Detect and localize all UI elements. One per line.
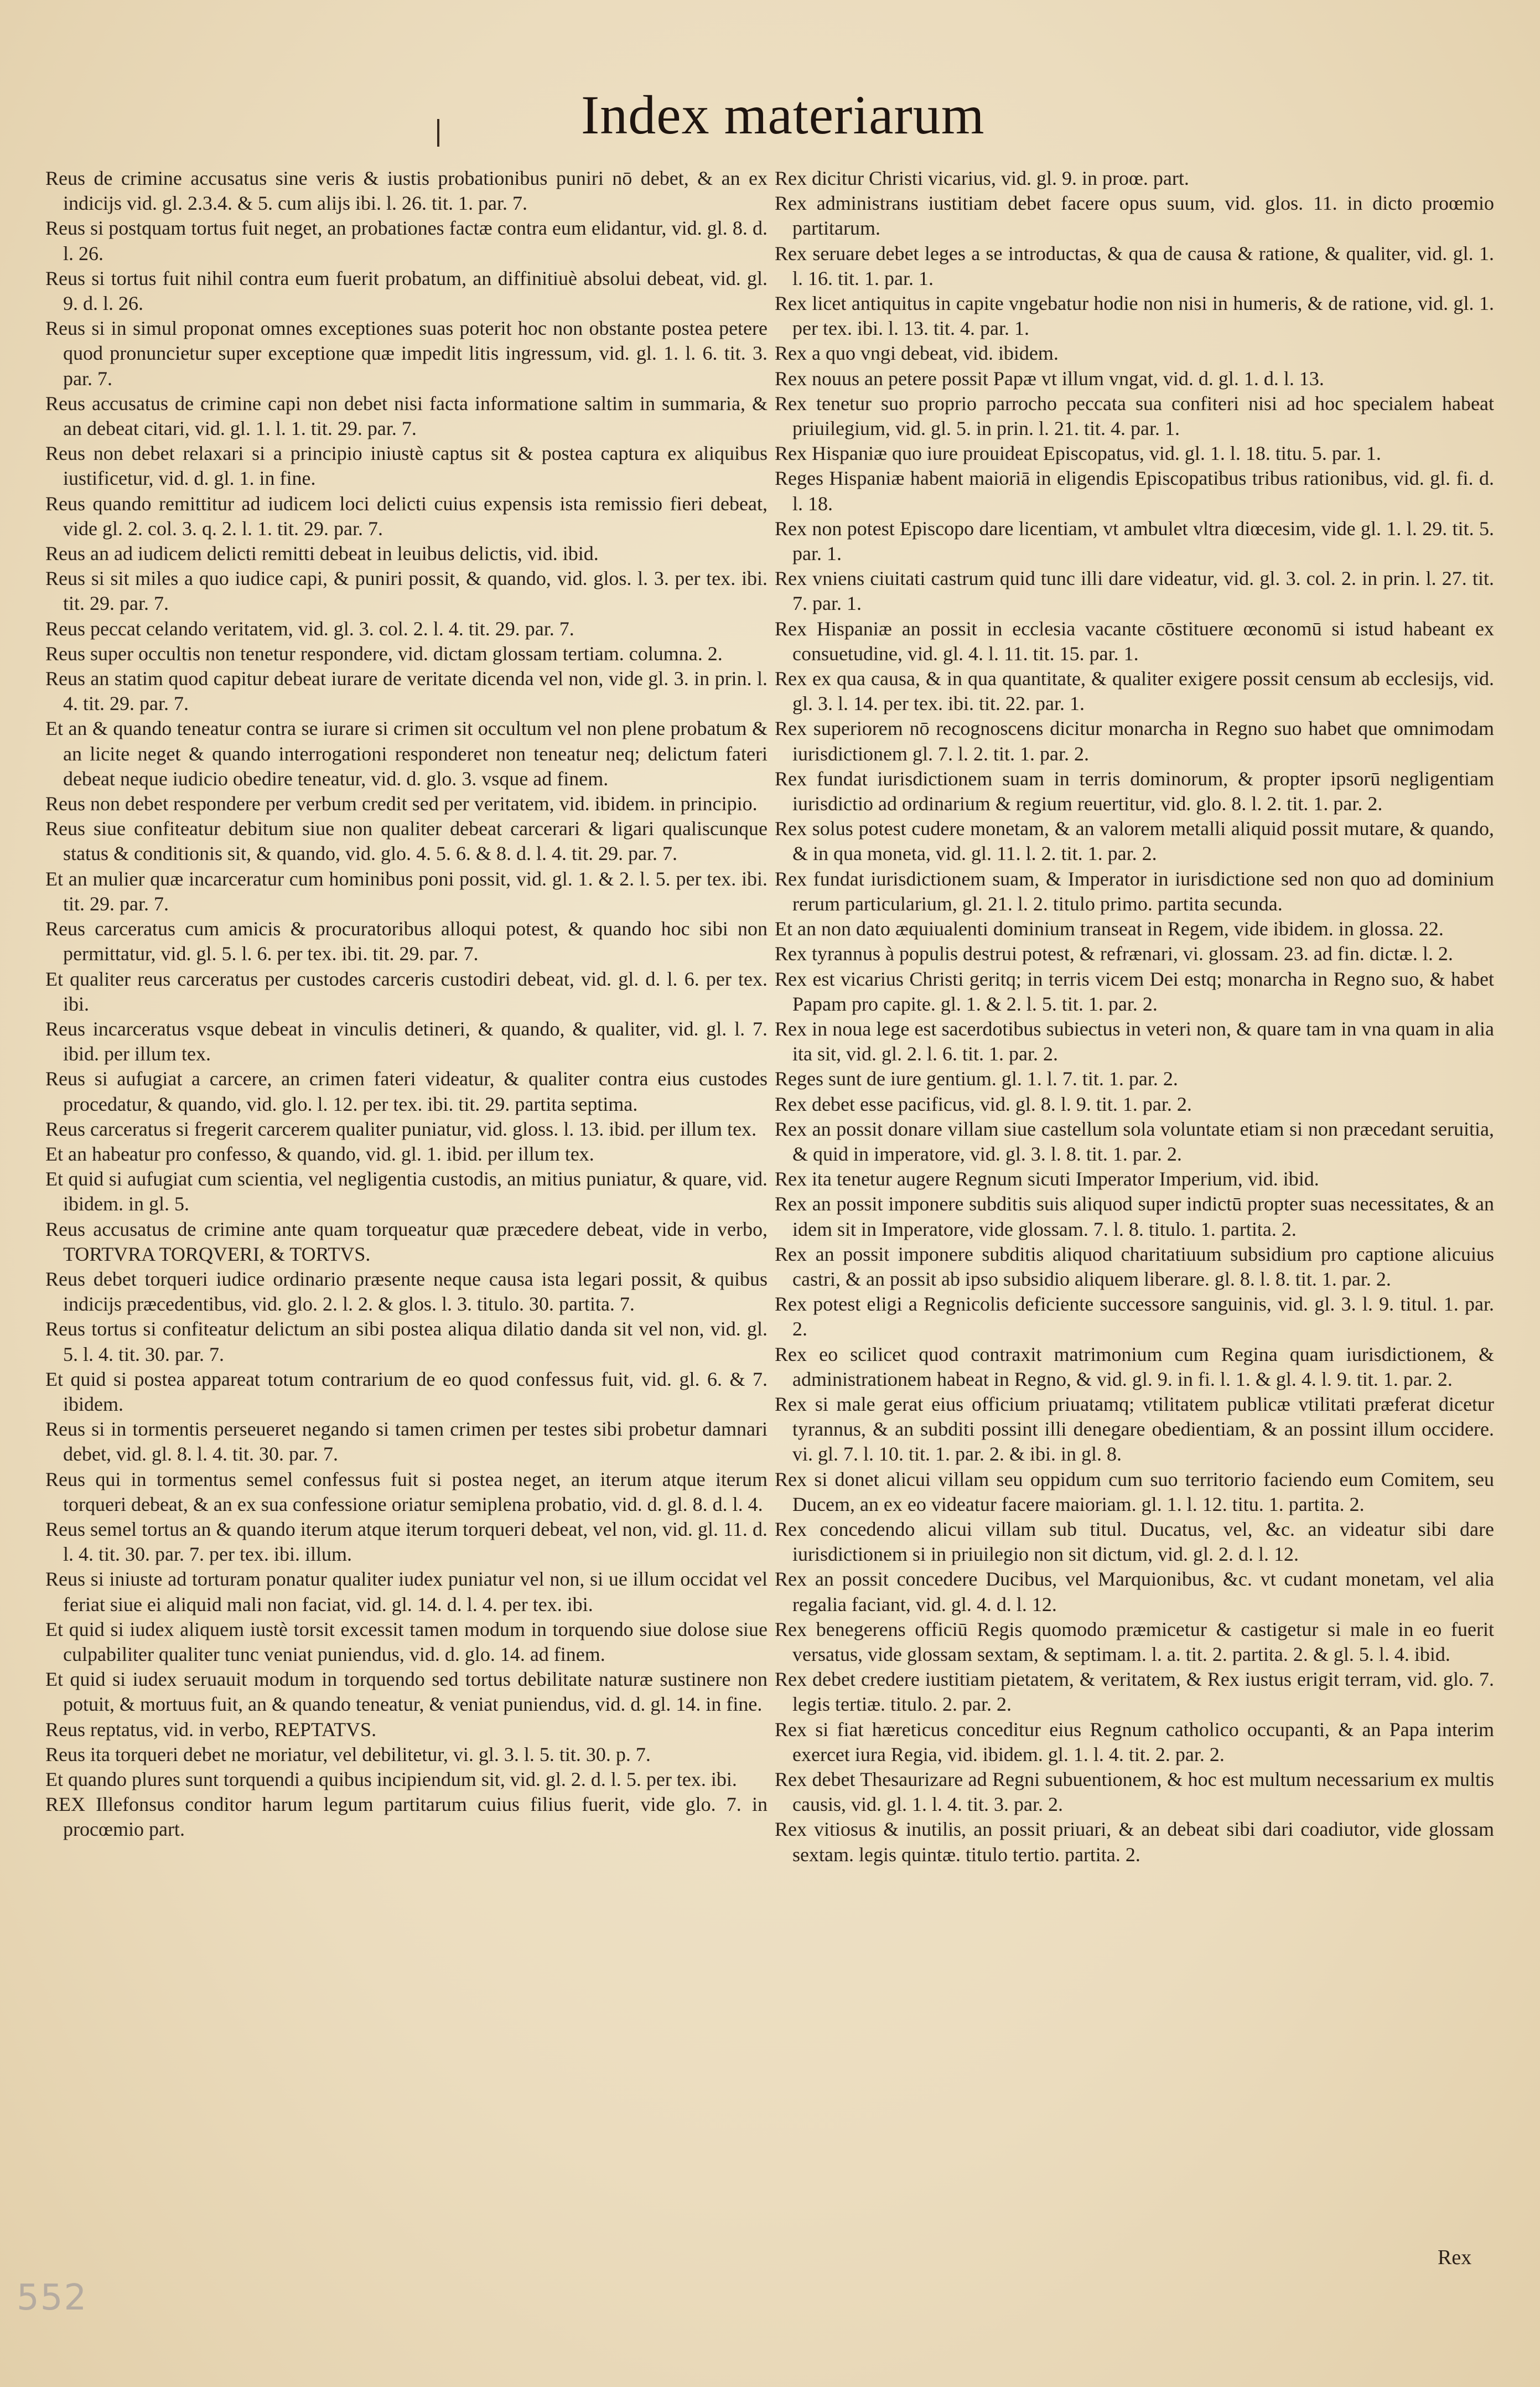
index-entry: Rex dicitur Christi vicarius, vid. gl. 9. in proœ. part. (775, 167, 1189, 189)
index-entry: Reus incarceratus vsque debeat in vinculis detineri, & quando, & qualiter, vid. gl. l. 7. ibid. per illum tex. (45, 1017, 768, 1065)
index-entry: REX Illefonsus conditor harum legum partitarum cuius filius fuerit, vide glo. 7. in procœmio part. (45, 1793, 768, 1841)
index-entry: Rex tyrannus à populis destrui potest, & refrænari, vi. glossam. 23. ad fin. dictæ. l. 2. (775, 943, 1453, 965)
index-entry: Reus si postquam tortus fuit neget, an probationes factæ contra eum elidantur, vid. gl. 8. d. l. 26. (45, 217, 768, 265)
index-entry: Rex solus potest cudere monetam, & an valorem metalli aliquid possit mutare, & quando, & in qua moneta, vid. gl. 11. l. 2. tit. 1. par. 2. (775, 817, 1494, 865)
index-entry: Rex tenetur suo proprio parrocho peccata sua confiteri nisi ad hoc specialem habeat priuilegium, vid. gl. 5. in prin. l. 21. tit. 4. par. 1. (775, 392, 1494, 440)
index-entry: Et an habeatur pro confesso, & quando, vid. gl. 1. ibid. per illum tex. (45, 1142, 594, 1165)
index-entry: Rex concedendo alicui villam sub titul. Ducatus, vel, &c. an videatur sibi dare iurisdictionem si in priuilegio non sit dictum, vid. gl. 2. d. l. 12. (775, 1518, 1494, 1566)
index-entry: Reus semel tortus an & quando iterum atque iterum torqueri debeat, vel non, vid. gl. 11. d. l. 4. tit. 30. par. 7. per tex. ibi. illum. (45, 1518, 768, 1566)
index-entry: Reus carceratus cum amicis & procuratoribus alloqui potest, & quando hoc sibi non permittatur, vid. gl. 5. l. 6. per tex. ibi. tit. 29. par. 7. (45, 918, 768, 965)
index-entry: Reus an ad iudicem delicti remitti debeat in leuibus delictis, vid. ibid. (45, 542, 599, 565)
index-entry: Reges Hispaniæ habent maioriā in eligendis Episcopatibus tribus rationibus, vid. gl. fi. d. l. 18. (775, 467, 1494, 515)
index-entry: Rex si male gerat eius officium priuatamq; vtilitatem publicæ vtilitati præferat dicetur tyrannus, & an subditi possint illi denegare obedientiam, & an possint illum occidere. vi. gl. 7. l. 10. tit. 1. par. 2. & ibi. in gl. 8. (775, 1392, 1494, 1466)
index-entry: Reus si sit miles a quo iudice capi, & puniri possit, & quando, vid. glos. l. 3. per tex. ibi. tit. 29. par. 7. (45, 567, 768, 615)
index-entry: Reus debet torqueri iudice ordinario præsente neque causa ista legari possit, & quibus indicijs præcedentibus, vid. glo. 2. l. 2. & glos. l. 3. titulo. 30. partita. 7. (45, 1267, 768, 1316)
index-entry: Rex debet Thesaurizare ad Regni subuentionem, & hoc est multum necessarium ex multis causis, vid. gl. 1. l. 4. tit. 3. par. 2. (775, 1768, 1494, 1816)
index-entry: Et an & quando teneatur contra se iurare si crimen sit occultum vel non plene probatum & an licite neget & quando interrogationi responderet non teneatur neq; delictum fateri debeat neque iudicio obedire teneatur, vid. d. glo. 3. vsque ad finem. (45, 717, 768, 790)
index-entry: Reus si in simul proponat omnes exceptiones suas poterit hoc non obstante postea petere quod pronuncietur super exceptione quæ impedit litis ingressum, vid. gl. 1. l. 6. tit. 3. par. 7. (45, 317, 768, 390)
index-entry: Et quid si postea appareat totum contrarium de eo quod confessus fuit, vid. gl. 6. & 7. ibidem. (45, 1368, 768, 1415)
index-entry: Rex debet credere iustitiam pietatem, & veritatem, & Rex iustus erigit terram, vid. glo. 7. legis tertiæ. titulo. 2. par. 2. (775, 1668, 1494, 1716)
index-entry: Et quid si aufugiat cum scientia, vel negligentia custodis, an mitius puniatur, & quare, vid. ibidem. in gl. 5. (45, 1168, 768, 1215)
index-entry: Et an non dato æquiualenti dominium transeat in Regem, vide ibidem. in glossa. 22. (775, 918, 1444, 940)
index-entry: Rex nouus an petere possit Papæ vt illum vngat, vid. d. gl. 1. d. l. 13. (775, 367, 1324, 390)
index-entry: Rex ex qua causa, & in qua quantitate, & qualiter exigere possit censum ab ecclesijs, vid. gl. 3. l. 14. per tex. ibi. tit. 22. par. 1. (775, 667, 1494, 715)
index-entry: Rex Hispaniæ quo iure prouideat Episcopatus, vid. gl. 1. l. 18. titu. 5. par. 1. (775, 442, 1381, 465)
index-entry: Rex vitiosus & inutilis, an possit priuari, & an debeat sibi dari coadiutor, vide glossam sextam. legis quintæ. titulo tertio. partita. 2. (775, 1818, 1494, 1866)
index-entry: Reges sunt de iure gentium. gl. 1. l. 7. tit. 1. par. 2. (775, 1068, 1178, 1090)
index-entry: Rex potest eligi a Regnicolis deficiente successore sanguinis, vid. gl. 3. l. 9. titul. 1. par. 2. (775, 1293, 1494, 1340)
index-entry: Rex a quo vngi debeat, vid. ibidem. (775, 342, 1059, 365)
index-entry: Rex licet antiquitus in capite vngebatur hodie non nisi in humeris, & de ratione, vid. gl. 1. per tex. ibi. l. 13. tit. 4. par. 1. (775, 292, 1494, 340)
index-entry: Rex fundat iurisdictionem suam, & Imperator in iurisdictione sed non quo ad dominium rerum particularium, gl. 21. l. 2. titulo primo. partita secunda. (775, 867, 1494, 915)
index-entry: Rex debet esse pacificus, vid. gl. 8. l. 9. tit. 1. par. 2. (775, 1092, 1192, 1115)
index-entry: Rex an possit imponere subditis suis aliquod super indictū propter suas necessitates, & an idem sit in Imperatore, vide glossam. 7. l. 8. titulo. 1. partita. 2. (775, 1193, 1494, 1240)
index-entry: Rex ita tenetur augere Regnum sicuti Imperator Imperium, vid. ibid. (775, 1168, 1319, 1190)
margin-rule-mark (437, 119, 439, 147)
index-entry: Rex Hispaniæ an possit in ecclesia vacante cōstituere œconomū si istud habeant ex consuetudine, vid. gl. 4. l. 11. tit. 15. par. 1. (775, 617, 1494, 665)
index-entry: Rex seruare debet leges a se introductas, & qua de causa & ratione, & qualiter, vid. gl. 1. l. 16. tit. 1. par. 1. (775, 242, 1494, 289)
index-entry: Rex vniens ciuitati castrum quid tunc illi dare videatur, vid. gl. 3. col. 2. in prin. l. 27. tit. 7. par. 1. (775, 567, 1494, 615)
index-entry: Rex si fiat hæreticus conceditur eius Regnum catholico occupanti, & an Papa interim exercet iura Regia, vid. ibidem. gl. 1. l. 4. tit. 2. par. 2. (775, 1718, 1494, 1765)
index-entry: Rex administrans iustitiam debet facere opus suum, vid. glos. 11. in dicto proœmio partitarum. (775, 192, 1494, 240)
index-entry: Rex est vicarius Christi geritq; in terris vicem Dei estq; monarcha in Regno suo, & habet Papam pro capite. gl. 1. & 2. l. 5. tit. 1. par. 2. (775, 967, 1494, 1015)
index-entry: Reus de crimine accusatus sine veris & iustis probationibus puniri nō debet, & an ex indicijs vid. gl. 2.3.4. & 5. cum alijs ibi. l. 26. tit. 1. par. 7. (45, 167, 768, 215)
page-title: Index materiarum (581, 84, 985, 146)
index-entry: Reus si aufugiat a carcere, an crimen fateri videatur, & qualiter contra eius custodes procedatur, & quando, vid. glo. l. 12. per tex. ibi. tit. 29. partita septima. (45, 1068, 768, 1115)
index-entry: Reus quando remittitur ad iudicem loci delicti cuius expensis ista remissio fieri debeat, vide gl. 2. col. 3. q. 2. l. 1. tit. 29. par. 7. (45, 492, 768, 540)
handwritten-folio-number: 552 (17, 2277, 88, 2318)
left-column (45, 166, 768, 2225)
index-entry: Rex si donet alicui villam seu oppidum cum suo territorio faciendo eum Comitem, seu Ducem, an ex eo videatur facere maioriam. gl. 1. l. 12. titu. 1. partita. 2. (775, 1468, 1494, 1515)
index-entry: Et an mulier quæ incarceratur cum hominibus poni possit, vid. gl. 1. & 2. l. 5. per tex. ibi. tit. 29. par. 7. (45, 867, 768, 915)
index-entry: Reus non debet respondere per verbum credit sed per veritatem, vid. ibidem. in principio. (45, 793, 758, 815)
index-entry: Rex an possit donare villam siue castellum sola voluntate etiam si non præcedant seruitia, & quid in imperatore, vid. gl. 3. l. 8. tit. 1. par. 2. (775, 1117, 1494, 1165)
index-entry: Rex in noua lege est sacerdotibus subiectus in veteri non, & quare tam in vna quam in alia ita sit, vid. gl. 2. l. 6. tit. 1. par. 2. (775, 1017, 1494, 1065)
index-entry: Reus non debet relaxari si a principio iniustè captus sit & postea captura ex aliquibus iustificetur, vid. d. gl. 1. in fine. (45, 442, 768, 490)
index-entry: Reus si tortus fuit nihil contra eum fuerit probatum, an diffinitiuè absolui debeat, vid. gl. 9. d. l. 26. (45, 267, 768, 315)
index-entry: Reus qui in tormentus semel confessus fuit si postea neget, an iterum atque iterum torqueri debeat, & an ex sua confessione oriatur semiplena probatio, vid. d. gl. 8. d. l. 4. (45, 1468, 768, 1515)
right-column (775, 166, 1494, 2225)
index-entry: Rex eo scilicet quod contraxit matrimonium cum Regina quam iurisdictionem, & administrationem habeat in Regno, & vid. gl. 9. in fi. l. 1. & gl. 4. l. 9. tit. 1. par. 2. (775, 1343, 1494, 1390)
index-entry: Et qualiter reus carceratus per custodes carceris custodiri debeat, vid. gl. d. l. 6. per tex. ibi. (45, 967, 768, 1015)
index-entry: Et quid si iudex aliquem iustè torsit excessit tamen modum in torquendo siue dolose siue culpabiliter qualiter tunc veniat puniendus, vid. d. glo. 14. ad finem. (45, 1618, 768, 1665)
index-entry: Reus peccat celando veritatem, vid. gl. 3. col. 2. l. 4. tit. 29. par. 7. (45, 617, 574, 640)
index-entry: Reus siue confiteatur debitum siue non qualiter debeat carcerari & ligari qualiscunque status & conditionis sit, & quando, vid. glo. 4. 5. 6. & 8. d. l. 4. tit. 29. par. 7. (45, 817, 768, 865)
index-entry: Rex fundat iurisdictionem suam in terris dominorum, & propter ipsorū negligentiam iurisdictio ad ordinarium & regium reuertitur, vid. glo. 8. l. 2. tit. 1. par. 2. (775, 767, 1494, 815)
index-entry: Et quid si iudex seruauit modum in torquendo sed tortus debilitate naturæ sustinere non potuit, & mortuus fuit, an & quando teneatur, & veniat puniendus, vid. d. gl. 14. in fine. (45, 1668, 768, 1716)
index-entry: Reus an statim quod capitur debeat iurare de veritate dicenda vel non, vide gl. 3. in prin. l. 4. tit. 29. par. 7. (45, 667, 768, 715)
index-entry: Rex an possit imponere subditis aliquod charitatiuum subsidium pro captione alicuius castri, & an possit ab ipso subsidio aliquem liberare. gl. 8. l. 8. tit. 1. par. 2. (775, 1242, 1494, 1290)
index-entry: Reus si iniuste ad torturam ponatur qualiter iudex puniatur vel non, si ue illum occidat vel feriat siue ei aliquid mali non faciat, vid. gl. 14. d. l. 4. per tex. ibi. (45, 1568, 768, 1616)
index-entry: Rex superiorem nō recognoscens dicitur monarcha in Regno suo habet que omnimodam iurisdictionem gl. 7. l. 2. tit. 1. par. 2. (775, 717, 1494, 765)
index-entry: Reus ita torqueri debet ne moriatur, vel debilitetur, vi. gl. 3. l. 5. tit. 30. p. 7. (45, 1743, 651, 1765)
index-entry: Et quando plures sunt torquendi a quibus incipiendum sit, vid. gl. 2. d. l. 5. per tex. ibi. (45, 1768, 737, 1790)
index-entry: Reus si in tormentis perseueret negando si tamen crimen per testes sibi probetur damnari debet, vid. gl. 8. l. 4. tit. 30. par. 7. (45, 1418, 768, 1466)
index-entry: Rex benegerens officiū Regis quomodo præmicetur & castigetur si male in eo fuerit versatus, vide glossam sextam, & septimam. l. a. tit. 2. partita. 2. & gl. 5. l. 4. ibid. (775, 1618, 1494, 1665)
index-entry: Rex non potest Episcopo dare licentiam, vt ambulet vltra diœcesim, vide gl. 1. l. 29. tit. 5. par. 1. (775, 517, 1494, 565)
catchword: Rex (1438, 2246, 1472, 2269)
index-entry: Reus super occultis non tenetur respondere, vid. dictam glossam tertiam. columna. 2. (45, 642, 723, 665)
index-entry: Reus reptatus, vid. in verbo, REPTATVS. (45, 1718, 377, 1741)
index-entry: Reus accusatus de crimine ante quam torqueatur quæ præcedere debeat, vide in verbo, TORTVRA TORQVERI, & TORTVS. (45, 1218, 768, 1265)
index-entry: Reus carceratus si fregerit carcerem qualiter puniatur, vid. gloss. l. 13. ibid. per illum tex. (45, 1117, 757, 1140)
index-entry: Rex an possit concedere Ducibus, vel Marquionibus, &c. vt cudant monetam, vel alia regalia faciant, vid. gl. 4. d. l. 12. (775, 1568, 1494, 1616)
index-entry: Reus tortus si confiteatur delictum an sibi postea aliqua dilatio danda sit vel non, vid. gl. 5. l. 4. tit. 30. par. 7. (45, 1318, 768, 1365)
index-entry: Reus accusatus de crimine capi non debet nisi facta informatione saltim in summaria, & an debeat citari, vid. gl. 1. l. 1. tit. 29. par. 7. (45, 392, 768, 440)
